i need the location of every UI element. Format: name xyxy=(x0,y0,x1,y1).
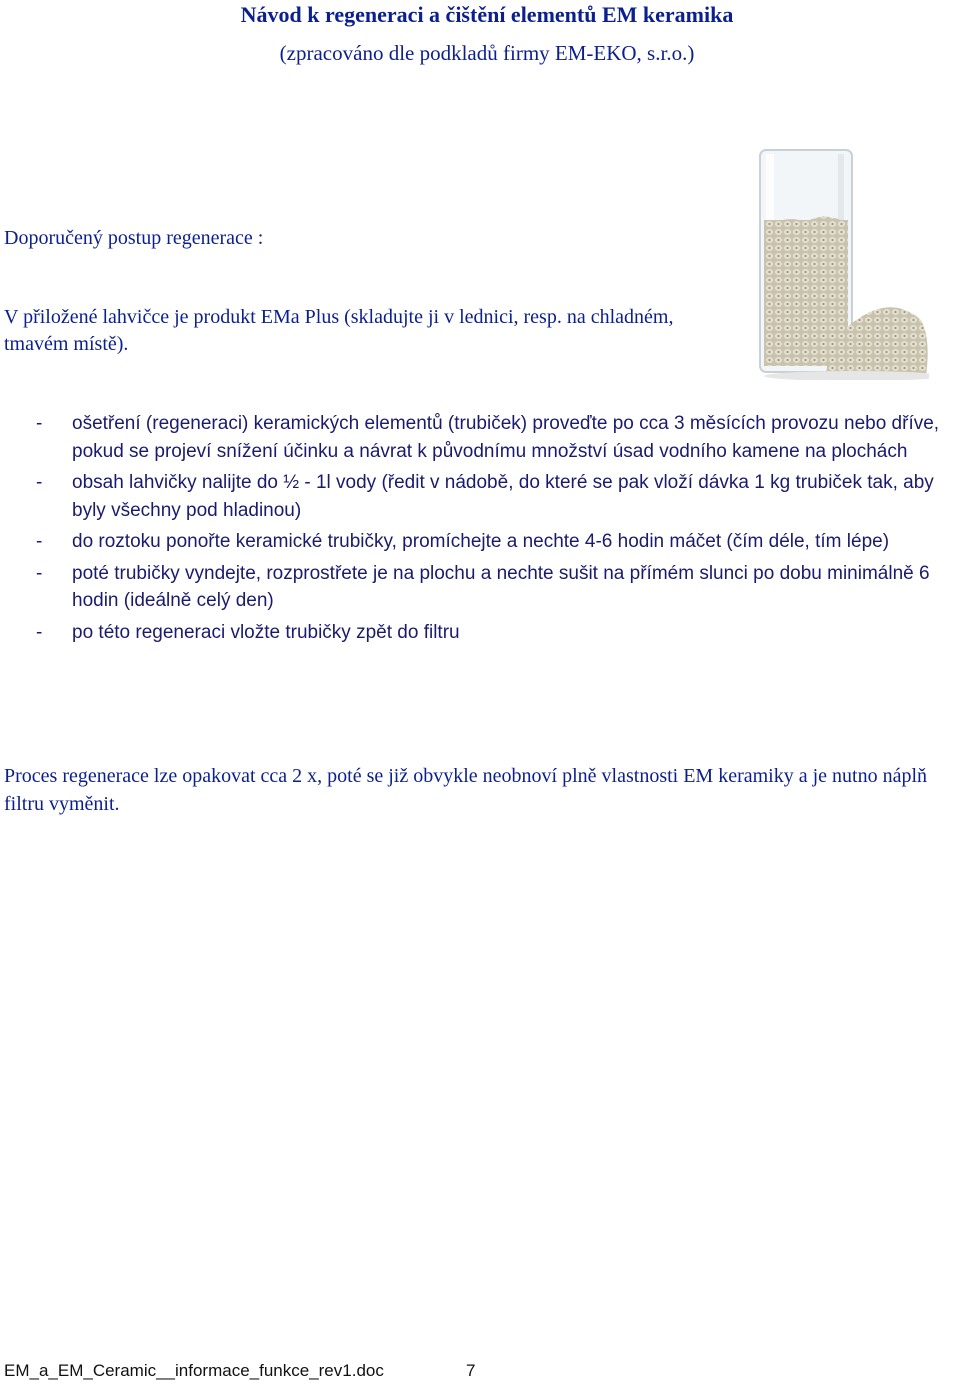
list-dash: - xyxy=(36,413,43,434)
step-text: do roztoku ponořte keramické trubičky, promíchejte a nechte 4-6 hodin máčet (čím déle, tím lépe) xyxy=(72,531,890,552)
intro-paragraph: V přiložené lahvičce je produkt EMa Plus (skladujte ji v lednici, resp. na chladném, tmavém místě). xyxy=(4,306,674,355)
list-dash: - xyxy=(36,562,43,584)
list-item xyxy=(36,410,960,465)
recommended-procedure-heading: Doporučený postup regenerace : xyxy=(4,227,264,249)
list-dash: - xyxy=(36,531,43,552)
footer-filename: EM_a_EM_Ceramic__informace_funkce_rev1.doc xyxy=(4,1361,384,1380)
document-subtitle: (zpracováno dle podkladů firmy EM-EKO, s.r.o.) xyxy=(279,41,695,65)
procedure-steps-list xyxy=(36,410,960,650)
document-title: Návod k regeneraci a čištění elementů EM keramika xyxy=(240,2,734,27)
list-dash: - xyxy=(36,621,43,643)
list-item xyxy=(36,528,960,556)
list-dash: - xyxy=(36,472,43,493)
conclusion-paragraph: Proces regenerace lze opakovat cca 2 x, poté se již obvykle neobnoví plně vlastnosti EM keramiky a je nutno náplň filtru vyměnit. xyxy=(4,765,928,815)
step-text: po této regeneraci vložte trubičky zpět do filtru xyxy=(72,621,460,643)
step-text: ošetření (regeneraci) keramických elementů (trubiček) proveďte po cca 3 měsících provozu nebo dříve, pokud se projeví snížení účinku a návrat k původnímu množství úsad vodního kamene na plochách xyxy=(72,413,940,462)
list-item xyxy=(36,619,960,647)
ceramic-tubes-photo xyxy=(756,148,929,380)
list-item xyxy=(36,469,960,524)
footer-page-number: 7 xyxy=(466,1361,476,1380)
step-text: obsah lahvičky nalijte do ½ - 1l vody (ředit v nádobě, do které se pak vloží dávka 1 kg trubiček tak, aby byly všechny pod hladinou) xyxy=(72,472,934,521)
list-item xyxy=(36,560,960,615)
step-text: poté trubičky vyndejte, rozprostřete je na plochu a nechte sušit na přímém slunci po dobu minimálně 6 hodin (ideálně celý den) xyxy=(72,562,930,611)
